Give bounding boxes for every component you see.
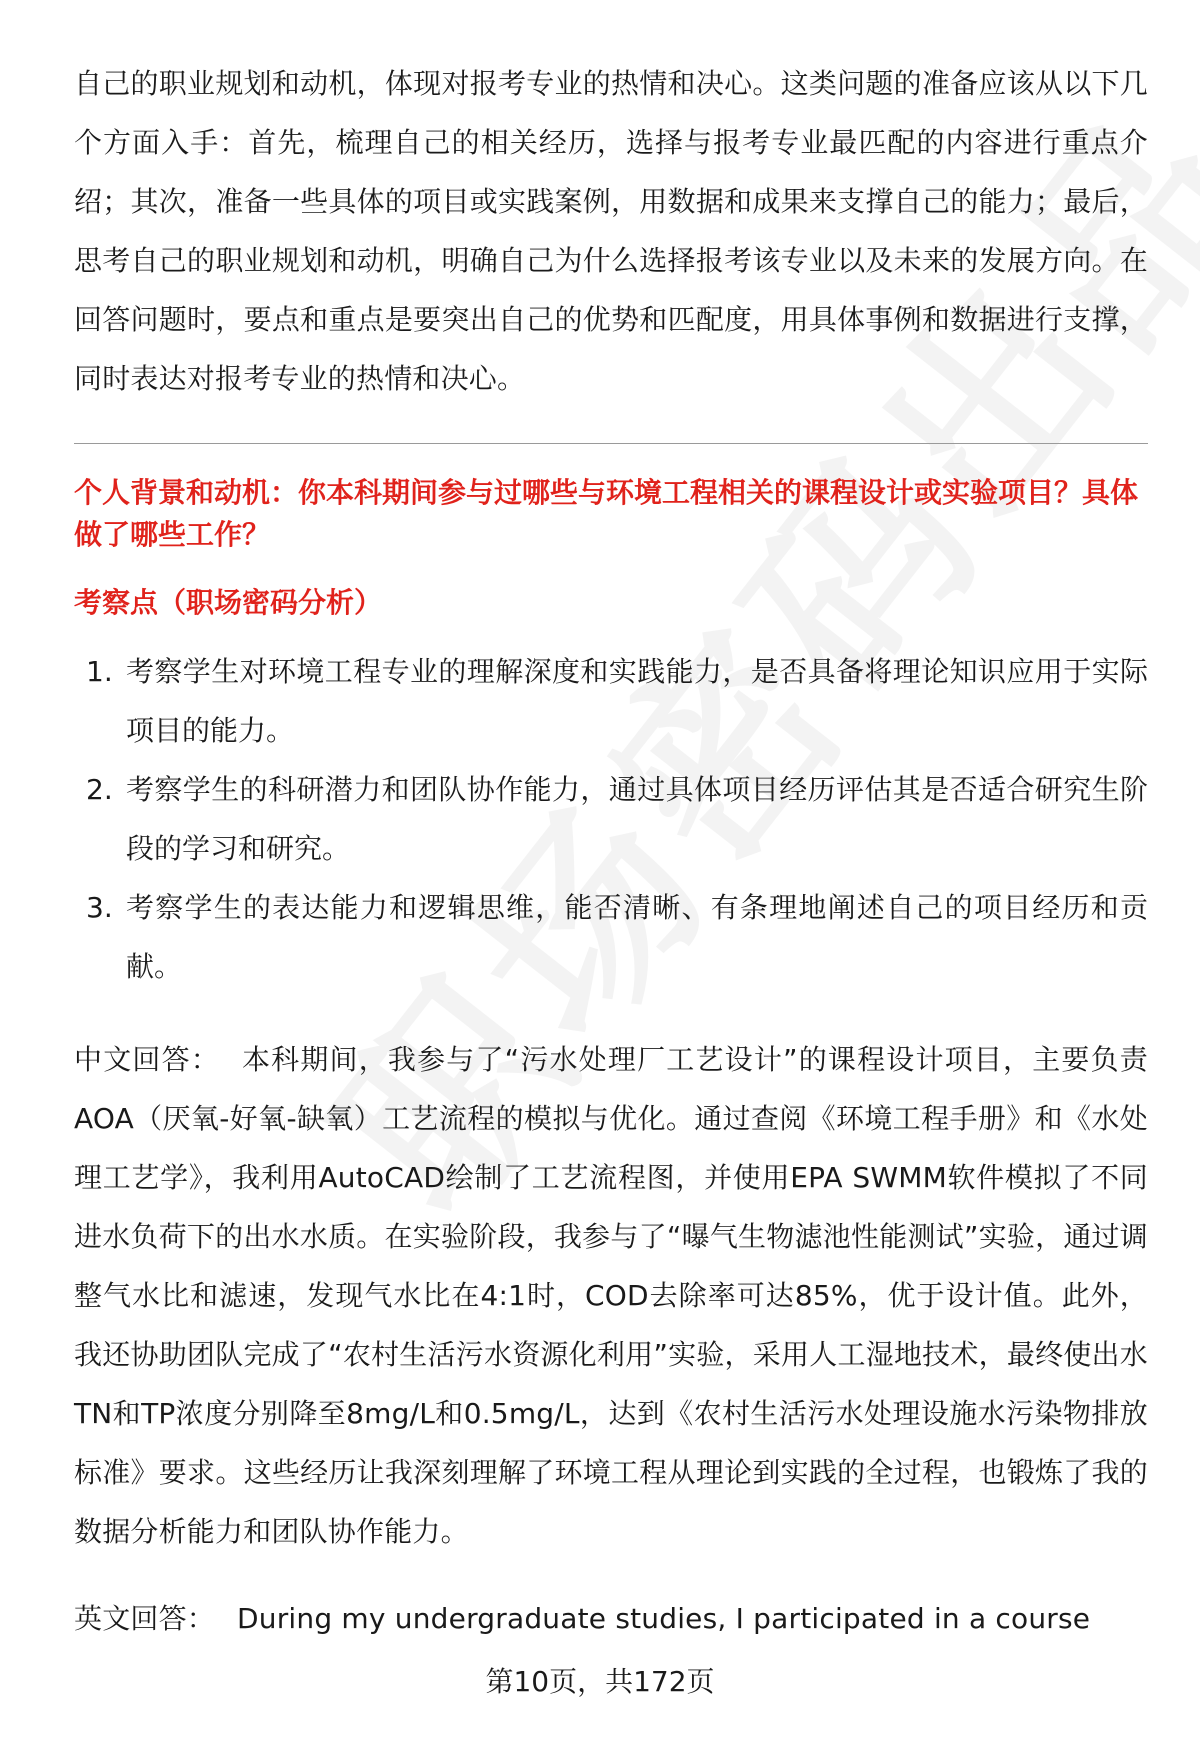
list-item-text: 考察学生的表达能力和逻辑思维，能否清晰、有条理地阐述自己的项目经历和贡献。 <box>126 891 1148 983</box>
list-item <box>74 878 1148 996</box>
assessment-points-title: 考察点（职场密码分析） <box>74 586 383 619</box>
list-item <box>74 760 1148 878</box>
list-item-number: 2. <box>86 773 113 806</box>
intro-paragraph: 自己的职业规划和动机，体现对报考专业的热情和决心。这类问题的准备应该从以下几个方面入手：首先，梳理自己的相关经历，选择与报考专业最匹配的内容进行重点介绍；其次，准备一些具体的项目或实践案例，用数据和成果来支撑自己的能力；最后，思考自己的职业规划和动机，明确自己为什么选择报考该专业以及未来的发展方向。在回答问题时，要点和重点是要突出自己的优势和匹配度，用具体事例和数据进行支撑，同时表达对报考专业的热情和决心。 <box>74 67 1148 395</box>
assessment-points-list <box>74 642 1148 996</box>
list-item-text: 考察学生的科研潜力和团队协作能力，通过具体项目经历评估其是否适合研究生阶段的学习和研究。 <box>126 773 1148 865</box>
chinese-answer-text: 本科期间，我参与了“污水处理厂工艺设计”的课程设计项目，主要负责AOA（厌氧-好氧-缺氧）工艺流程的模拟与优化。通过查阅《环境工程手册》和《水处理工艺学》，我利用AutoCAD绘制了工艺流程图，并使用EPA SWMM软件模拟了不同进水负荷下的出水水质。在实验阶段，我参与了“曝气生物滤池性能测试”实验，通过调整气水比和滤速，发现气水比在4:1时，COD去除率可达85%，优于设计值。此外，我还协助团队完成了“农村生活污水资源化利用”实验，采用人工湿地技术，最终使出水TN和TP浓度分别降至8mg/L和0.5mg/L，达到《农村生活污水处理设施水污染物排放标准》要求。这些经历让我深刻理解了环境工程从理论到实践的全过程，也锻炼了我的数据分析能力和团队协作能力。 <box>74 1043 1148 1548</box>
list-item <box>74 642 1148 760</box>
page-number-footer: 第10页，共172页 <box>485 1665 715 1698</box>
chinese-answer <box>74 1030 1148 1561</box>
list-item-number: 1. <box>86 655 113 688</box>
chinese-answer-label: 中文回答： <box>74 1043 220 1076</box>
page-content <box>74 54 1148 1648</box>
list-item-number: 3. <box>86 891 113 924</box>
english-answer-label: 英文回答： <box>74 1602 216 1635</box>
english-answer-text: During my undergraduate studies, I participated in a course <box>237 1602 1091 1635</box>
english-answer <box>74 1589 1148 1648</box>
question-heading: 个人背景和动机：你本科期间参与过哪些与环境工程相关的课程设计或实验项目？具体做了哪些工作？ <box>74 476 1139 551</box>
list-item-text: 考察学生对环境工程专业的理解深度和实践能力，是否具备将理论知识应用于实际项目的能力。 <box>126 655 1148 747</box>
section-divider <box>74 443 1148 444</box>
